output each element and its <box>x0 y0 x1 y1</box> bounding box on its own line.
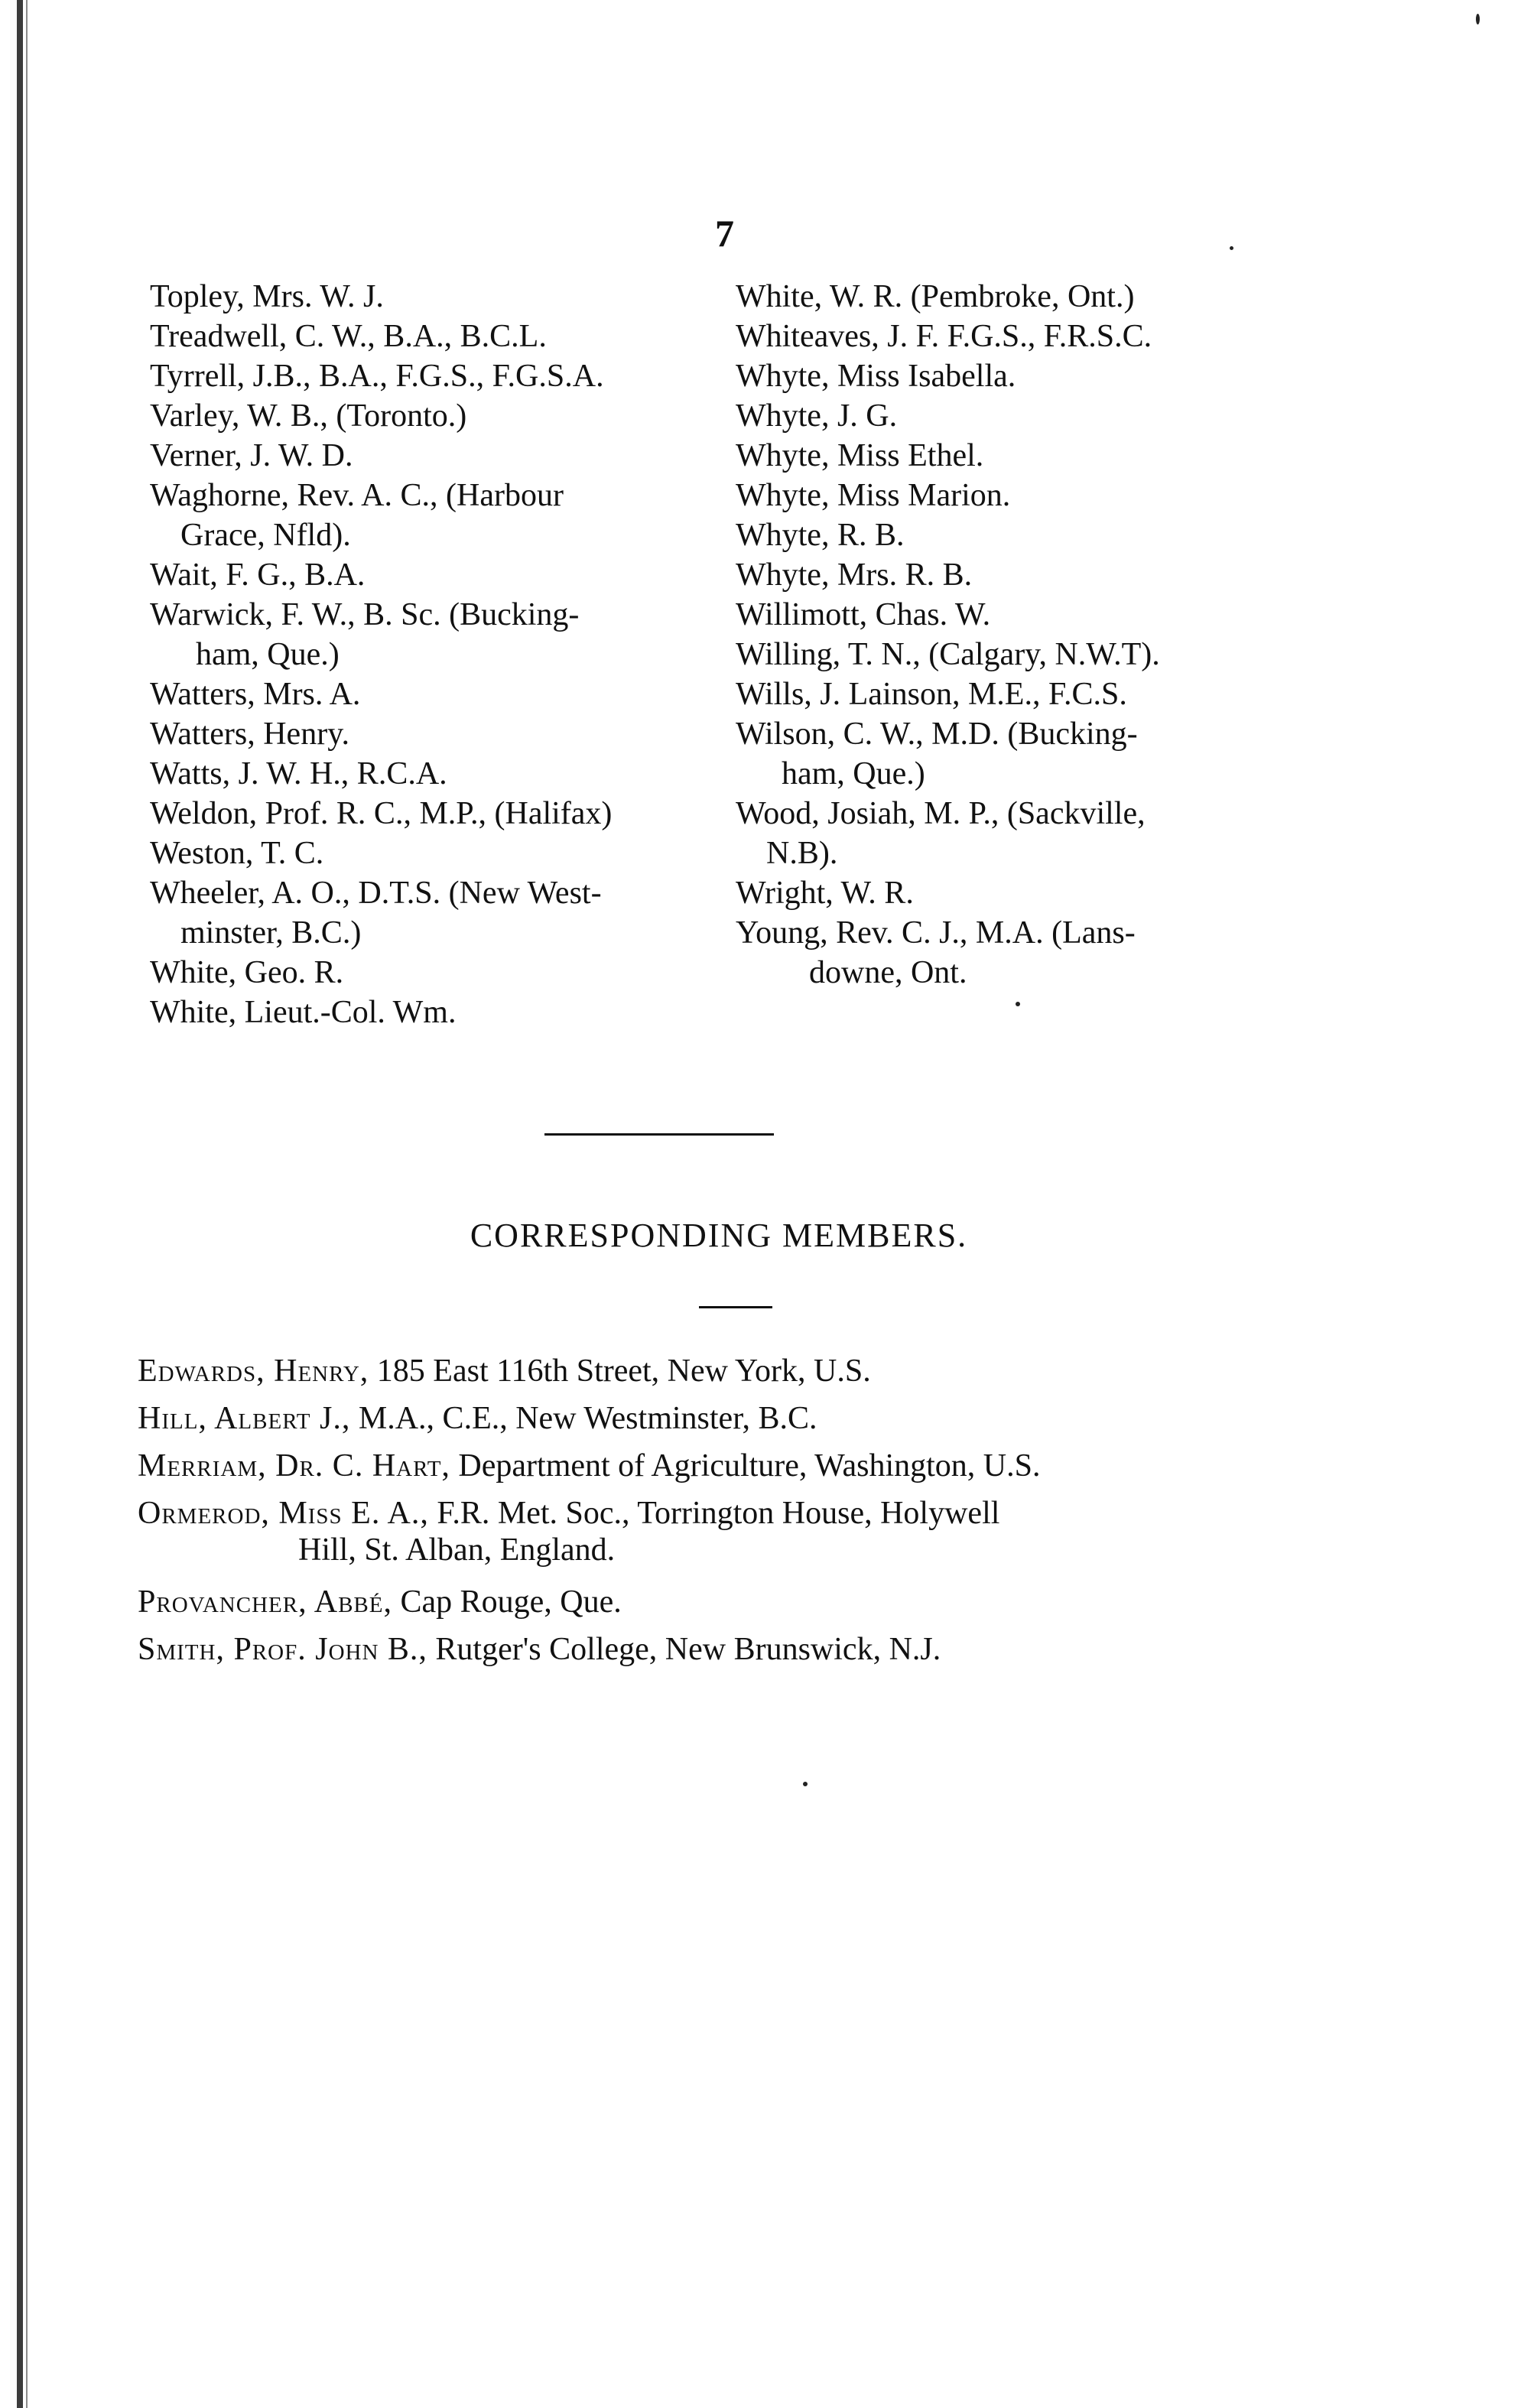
member-entry: Wood, Josiah, M. P., (Sackville, <box>736 796 1146 831</box>
member-entry-continuation: minster, B.C.) <box>180 915 362 951</box>
section-divider-rule-short <box>699 1306 772 1308</box>
member-entry-continuation: ham, Que.) <box>196 637 340 672</box>
member-entry-continuation: downe, Ont. <box>809 955 967 990</box>
section-divider-rule <box>544 1133 774 1136</box>
member-entry: Weston, T. C. <box>150 836 324 871</box>
member-details: Rutger's College, New Brunswick, N.J. <box>435 1632 941 1667</box>
corresponding-member-entry <box>138 1626 1331 1673</box>
member-details: Cap Rouge, Que. <box>400 1584 622 1620</box>
member-entry: Whyte, Miss Marion. <box>736 478 1011 513</box>
corresponding-member-entry <box>138 1395 1331 1442</box>
corresponding-member-entry <box>138 1347 1331 1395</box>
member-entry: Whyte, J. G. <box>736 398 898 434</box>
member-name: Ormerod, Miss E. A., <box>138 1496 429 1531</box>
member-entry: White, Lieut.-Col. Wm. <box>150 995 457 1030</box>
member-entry: Weldon, Prof. R. C., M.P., (Halifax) <box>150 796 613 831</box>
member-entry: Waghorne, Rev. A. C., (Harbour <box>150 478 564 513</box>
member-entry-continuation: N.B). <box>766 836 838 871</box>
member-entry: Watters, Henry. <box>150 717 349 752</box>
member-entry: Tyrrell, J.B., B.A., F.G.S., F.G.S.A. <box>150 359 604 394</box>
member-list-left-column <box>150 277 739 1032</box>
member-entry: Watts, J. W. H., R.C.A. <box>150 756 447 791</box>
member-entry: Whyte, Miss Isabella. <box>736 359 1016 394</box>
member-entry: Treadwell, C. W., B.A., B.C.L. <box>150 319 547 354</box>
binding-edge-line-thin <box>26 0 28 2408</box>
member-entry: Wright, W. R. <box>736 876 914 911</box>
member-entry-continuation: Grace, Nfld). <box>180 518 351 553</box>
binding-edge-line <box>17 0 23 2408</box>
corresponding-member-entry <box>138 1442 1331 1490</box>
member-name: Hill, Albert J., <box>138 1401 351 1436</box>
scan-speck <box>803 1782 808 1786</box>
member-details: F.R. Met. Soc., Torrington House, Holywell <box>437 1496 1000 1531</box>
member-entry: White, Geo. R. <box>150 955 344 990</box>
member-entry: Whyte, Mrs. R. B. <box>736 557 973 593</box>
member-entry: Whyte, Miss Ethel. <box>736 438 984 473</box>
member-list-right-column <box>736 277 1332 993</box>
member-details: M.A., C.E., New Westminster, B.C. <box>358 1401 817 1436</box>
member-entry: Varley, W. B., (Toronto.) <box>150 398 467 434</box>
member-entry-continuation: ham, Que.) <box>782 756 925 791</box>
member-details: 185 East 116th Street, New York, U.S. <box>376 1353 871 1389</box>
member-entry: Wills, J. Lainson, M.E., F.C.S. <box>736 677 1127 712</box>
scan-speck <box>1476 14 1480 24</box>
member-entry: Whiteaves, J. F. F.G.S., F.R.S.C. <box>736 319 1152 354</box>
member-name: Merriam, Dr. C. Hart, <box>138 1448 450 1483</box>
member-entry: Willimott, Chas. W. <box>736 597 991 632</box>
member-entry: Young, Rev. C. J., M.A. (Lans- <box>736 915 1136 951</box>
member-entry: Wheeler, A. O., D.T.S. (New West- <box>150 876 602 911</box>
member-details-continuation: Hill, St. Alban, England. <box>298 1532 616 1568</box>
scan-speck <box>1016 1002 1020 1006</box>
member-entry: Topley, Mrs. W. J. <box>150 279 384 314</box>
member-name: Edwards, Henry, <box>138 1353 369 1389</box>
scan-speck <box>1230 246 1233 250</box>
member-entry: Warwick, F. W., B. Sc. (Bucking- <box>150 597 580 632</box>
page-number: 7 <box>715 212 734 255</box>
member-entry: Whyte, R. B. <box>736 518 905 553</box>
member-details: Department of Agriculture, Washington, U.S. <box>458 1448 1041 1483</box>
section-title: CORRESPONDING MEMBERS. <box>470 1217 968 1254</box>
member-name: Smith, Prof. John B., <box>138 1632 427 1667</box>
member-entry: Verner, J. W. D. <box>150 438 353 473</box>
member-entry: Wilson, C. W., M.D. (Bucking- <box>736 717 1138 752</box>
member-entry: Wait, F. G., B.A. <box>150 557 366 593</box>
member-name: Provancher, Abbé, <box>138 1584 392 1620</box>
corresponding-member-entry <box>138 1578 1331 1626</box>
corresponding-members-list <box>138 1347 1331 1673</box>
member-entry: Willing, T. N., (Calgary, N.W.T). <box>736 637 1160 672</box>
member-entry: Watters, Mrs. A. <box>150 677 361 712</box>
member-entry: White, W. R. (Pembroke, Ont.) <box>736 279 1135 314</box>
